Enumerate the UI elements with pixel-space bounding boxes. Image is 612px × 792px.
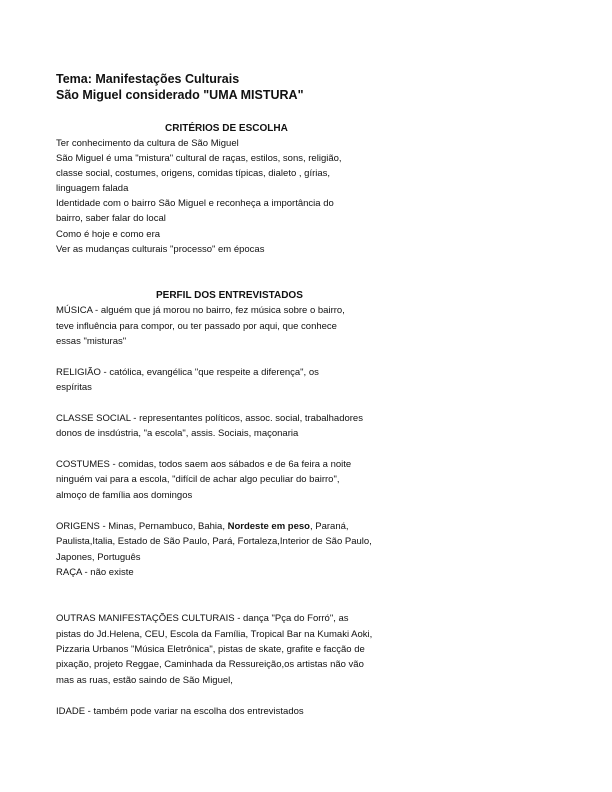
religiao-line: RELIGIÃO - católica, evangélica "que respeite a diferença", os — [56, 367, 319, 378]
origens-emphasis: Nordeste em peso — [227, 521, 310, 532]
classe-social-line: donos de insdústria, "a escola", assis. Sociais, maçonaria — [56, 428, 299, 439]
criterios-line: Ter conhecimento da cultura de São Miguel — [56, 138, 239, 149]
criterios-line: Ver as mudanças culturais "processo" em épocas — [56, 244, 265, 255]
outras-manifestacoes-line: pistas do Jd.Helena, CEU, Escola da Família, Tropical Bar na Kumaki Aoki, — [56, 629, 373, 640]
musica-line: MÚSICA - alguém que já morou no bairro, fez música sobre o bairro, — [56, 305, 345, 316]
outras-manifestacoes-line: pixação, projeto Reggae, Caminhada da Ressureição,os artistas não vão — [56, 659, 364, 670]
criterios-line: Como é hoje e como era — [56, 229, 161, 240]
costumes-line: ninguém vai para a escola, "difícil de achar algo peculiar do bairro", — [56, 474, 340, 485]
costumes-line: almoço de família aos domingos — [56, 490, 193, 501]
idade-line: IDADE - também pode variar na escolha dos entrevistados — [56, 706, 304, 717]
origens-text: , Paraná, — [309, 521, 349, 532]
title-subject: São Miguel considerado "UMA MISTURA" — [56, 88, 304, 102]
criterios-line: Identidade com o bairro São Miguel e reconheça a importância do — [56, 198, 334, 209]
criterios-line: São Miguel é uma "mistura" cultural de raças, estilos, sons, religião, — [56, 153, 342, 164]
origens-line: Japones, Português — [56, 552, 141, 563]
costumes-line: COSTUMES - comidas, todos saem aos sábados e de 6a feira a noite — [56, 459, 352, 470]
religiao-line: espíritas — [56, 382, 92, 393]
origens-text: ORIGENS - Minas, Pernambuco, Bahia, — [56, 521, 228, 532]
criterios-line: classe social, costumes, origens, comidas típicas, dialeto , gírias, — [56, 168, 331, 179]
origens-line: Paulista,Italia, Estado de São Paulo, Pará, Fortaleza,Interior de São Paulo, — [56, 536, 372, 547]
criterios-line: linguagem falada — [56, 183, 129, 194]
outras-manifestacoes-line: mas as ruas, estão saindo de São Miguel, — [56, 675, 233, 686]
outras-manifestacoes-line: OUTRAS MANIFESTAÇÕES CULTURAIS - dança "Pça do Forró", as — [56, 613, 349, 624]
raca-line: RAÇA - não existe — [56, 567, 134, 578]
criterios-heading: CRITÉRIOS DE ESCOLHA — [165, 123, 288, 134]
musica-line: teve influência para compor, ou ter passado por aqui, que conhece — [56, 321, 337, 332]
origens-line — [56, 520, 349, 534]
title-theme: Tema: Manifestações Culturais — [56, 72, 240, 86]
musica-line: essas "misturas" — [56, 336, 127, 347]
classe-social-line: CLASSE SOCIAL - representantes políticos, assoc. social, trabalhadores — [56, 413, 363, 424]
criterios-line: bairro, saber falar do local — [56, 213, 166, 224]
perfil-heading: PERFIL DOS ENTREVISTADOS — [156, 290, 303, 301]
outras-manifestacoes-line: Pizzaria Urbanos "Música Eletrônica", pistas de skate, grafite e facção de — [56, 644, 365, 655]
